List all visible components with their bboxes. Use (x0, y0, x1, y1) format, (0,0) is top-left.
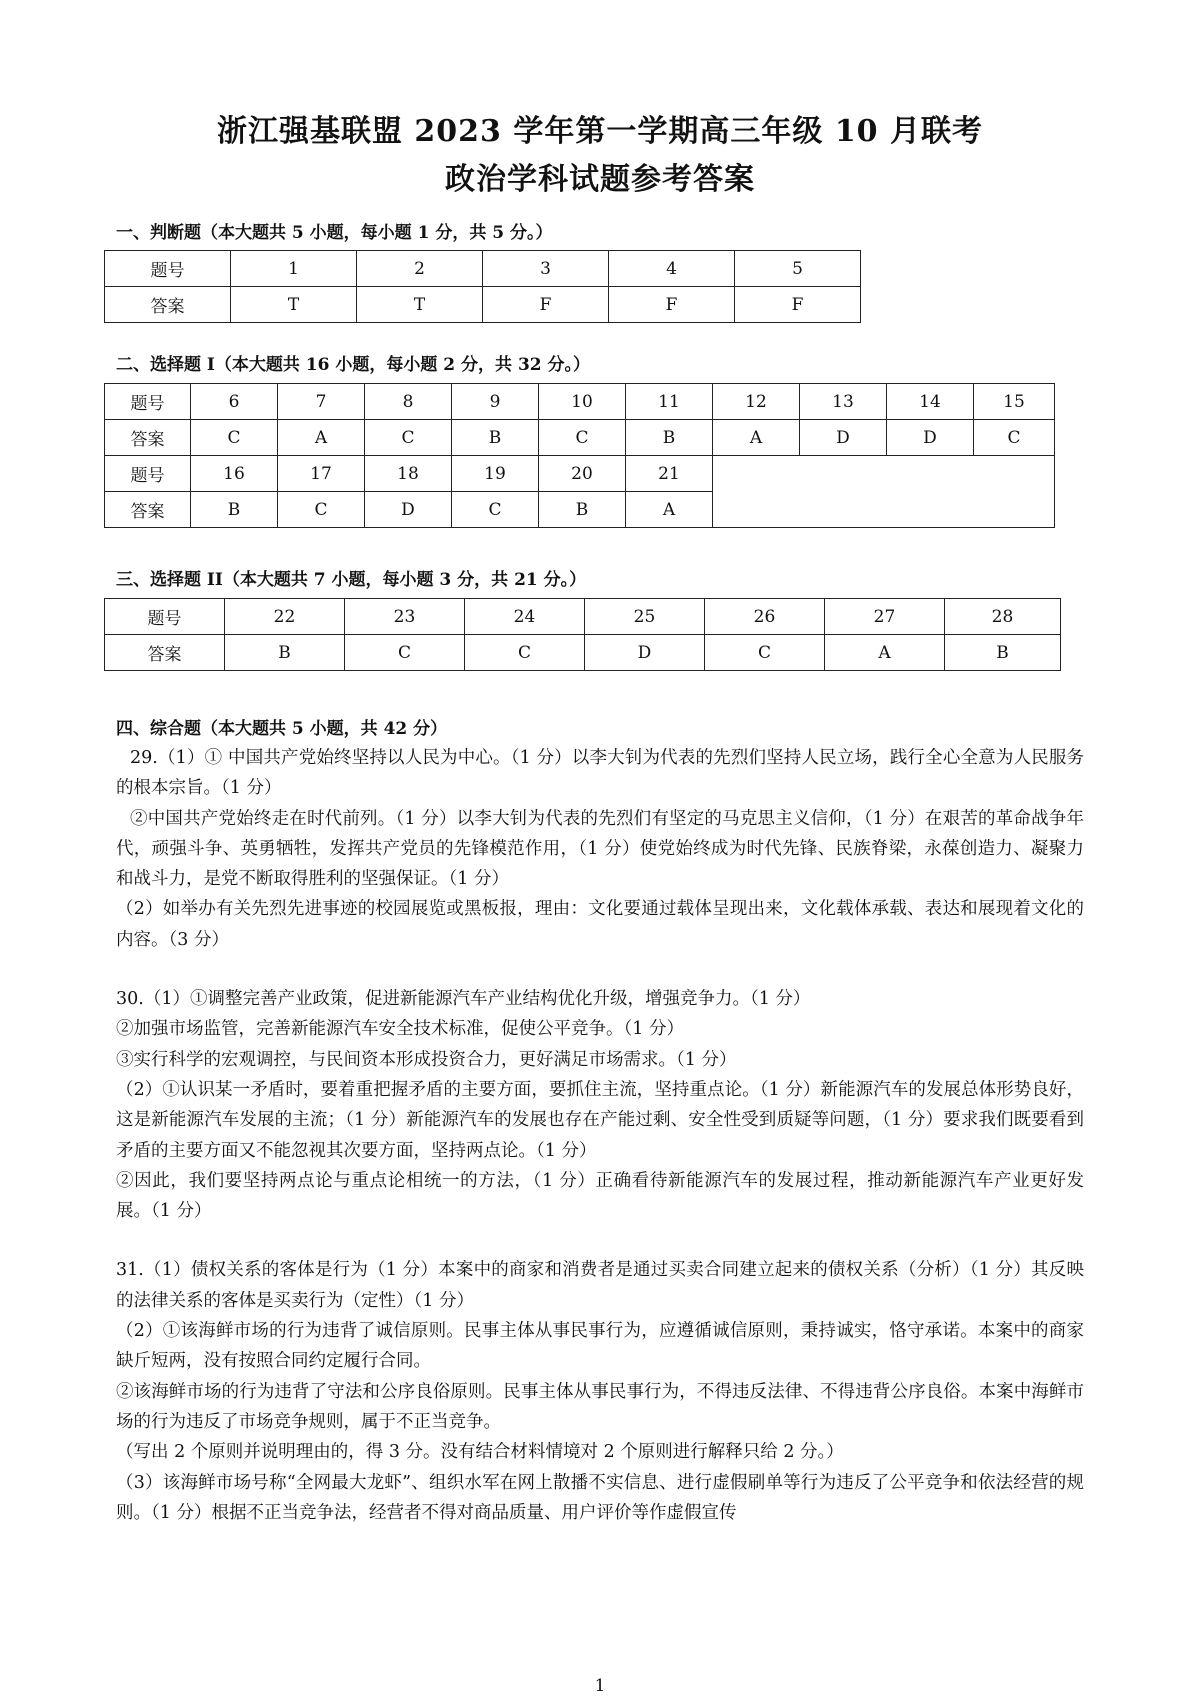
table-row (105, 287, 861, 323)
table-cell: 11 (626, 384, 713, 420)
answer-30-1b: ②加强市场监管，完善新能源汽车安全技术标准，促使公平竞争。（1 分） (116, 1019, 684, 1040)
row-header-cell: 题号 (105, 251, 231, 287)
table-cell: 1 (231, 251, 357, 287)
table-cell: 15 (974, 384, 1055, 420)
row-header-cell: 题号 (105, 599, 225, 635)
table-cell: B (539, 492, 626, 528)
table-cell: B (626, 420, 713, 456)
table-cell: C (705, 635, 825, 671)
table-cell: D (887, 420, 974, 456)
table-cell: A (626, 492, 713, 528)
table-cell: 3 (483, 251, 609, 287)
table-cell: B (945, 635, 1061, 671)
table-cell: 2 (357, 251, 483, 287)
table-cell: D (365, 492, 452, 528)
table-cell: 7 (278, 384, 365, 420)
table-cell: C (452, 492, 539, 528)
table-row (105, 384, 1055, 420)
table-cell: 4 (609, 251, 735, 287)
row-header-cell: 题号 (105, 384, 191, 420)
table-cell: 14 (887, 384, 974, 420)
table-cell: C (974, 420, 1055, 456)
section1-heading: 一、判断题（本大题共 5 小题，每小题 1 分，共 5 分。） (116, 223, 553, 243)
page-number: 1 (594, 1676, 606, 1696)
table-cell: 21 (626, 456, 713, 492)
comprehensive-answers (116, 743, 1084, 1528)
paragraph-gap (116, 1226, 1084, 1255)
row-header-cell: 答案 (105, 492, 191, 528)
table-cell: D (585, 635, 705, 671)
table-cell: C (191, 420, 278, 456)
row-header-cell: 答案 (105, 420, 191, 456)
section4-heading: 四、综合题（本大题共 5 小题，共 42 分） (116, 719, 448, 739)
answer-30-1: 30.（1）①调整完善产业政策，促进新能源汽车产业结构优化升级，增强竞争力。（1 分） (116, 989, 811, 1010)
table-cell: 16 (191, 456, 278, 492)
table-cell: 10 (539, 384, 626, 420)
row-header-cell: 答案 (105, 287, 231, 323)
table-cell: F (735, 287, 861, 323)
paragraph-gap (116, 955, 1084, 984)
table-cell: C (465, 635, 585, 671)
judgement-answer-table (104, 250, 861, 323)
table-cell: A (278, 420, 365, 456)
table-cell: F (483, 287, 609, 323)
choice1-answer-table (104, 383, 1055, 528)
table-cell: C (539, 420, 626, 456)
table-cell: 27 (825, 599, 945, 635)
table-cell: 12 (713, 384, 800, 420)
table-row (105, 635, 1061, 671)
answer-30-2b: ②因此，我们要坚持两点论与重点论相统一的方法，（1 分）正确看待新能源汽车的发展过程，推动新能源汽车产业更好发展。（1 分） (116, 1170, 1084, 1222)
answer-30-2: （2）①认识某一矛盾时，要着重把握矛盾的主要方面，要抓住主流，坚持重点论。（1 分）新能源汽车的发展总体形势良好，这是新能源汽车发展的主流；（1 分）新能源汽车的发展也存在产能过剩、安全性受到质疑等问题，（1 分）要求我们既要看到矛盾的主要方面又不能忽视其次要方面，坚持两点论。（1 分） (116, 1079, 1084, 1161)
section3-heading: 三、选择题 II（本大题共 7 小题，每小题 3 分，共 21 分。） (116, 570, 587, 590)
table-row (105, 599, 1061, 635)
table-cell: B (452, 420, 539, 456)
table-cell: C (365, 420, 452, 456)
table-cell: A (713, 420, 800, 456)
answer-30-1c: ③实行科学的宏观调控，与民间资本形成投资合力，更好满足市场需求。（1 分） (116, 1049, 737, 1070)
table-cell: 6 (191, 384, 278, 420)
table-cell: 24 (465, 599, 585, 635)
table-cell: 23 (345, 599, 465, 635)
answer-31-1: 31.（1）债权关系的客体是行为（1 分）本案中的商家和消费者是通过买卖合同建立起来的债权关系（分析）（1 分）其反映的法律关系的客体是买卖行为（定性）（1 分） (116, 1260, 1084, 1311)
table-cell: 26 (705, 599, 825, 635)
choice2-answer-table (104, 598, 1061, 671)
table-cell: 20 (539, 456, 626, 492)
answer-29-2: （2）如举办有关先烈先进事迹的校园展览或黑板报，理由：文化要通过载体呈现出来，文化载体承载、表达和展现着文化的内容。（3 分） (116, 899, 1084, 950)
answer-29-1: 29.（1）① 中国共产党始终坚持以人民为中心。（1 分）以李大钊为代表的先烈们坚持人民立场，践行全心全意为人民服务的根本宗旨。（1 分） (116, 748, 1084, 799)
table-cell: T (357, 287, 483, 323)
table-cell: 17 (278, 456, 365, 492)
answer-31-3: （3）该海鲜市场号称“全网最大龙虾”、组织水军在网上散播不实信息、进行虚假刷单等行为违反了公平竞争和依法经营的规则。（1 分）根据不正当竞争法，经营者不得对商品质量、用户评价等作虚假宣传 (116, 1472, 1084, 1523)
answer-31-2: （2）①该海鲜市场的行为违背了诚信原则。民事主体从事民事行为，应遵循诚信原则，秉持诚实，恪守承诺。本案中的商家缺斤短两，没有按照合同约定履行合同。 (116, 1321, 1084, 1372)
page-subtitle: 政治学科试题参考答案 (445, 162, 755, 197)
row-header-cell: 答案 (105, 635, 225, 671)
answer-29-1b: ②中国共产党始终走在时代前列。（1 分）以李大钊为代表的先烈们有坚定的马克思主义信仰，（1 分）在艰苦的革命战争年代，顽强斗争、英勇牺牲，发挥共产党员的先锋模范作用，（1 分）使党始终成为时代先锋、民族脊梁，永葆创造力、凝聚力和战斗力，是党不断取得胜利的坚强保证。（1 分） (116, 808, 1084, 890)
answer-31-note: （写出 2 个原则并说明理由的，得 3 分。没有结合材料情境对 2 个原则进行解释只给 2 分。） (116, 1442, 844, 1463)
table-cell: 28 (945, 599, 1061, 635)
table-body (105, 251, 861, 323)
table-row (105, 456, 1055, 492)
table-cell: T (231, 287, 357, 323)
table-cell: 25 (585, 599, 705, 635)
table-cell: A (825, 635, 945, 671)
table-cell: C (278, 492, 365, 528)
table-cell: 19 (452, 456, 539, 492)
table-cell: B (191, 492, 278, 528)
table-cell: 9 (452, 384, 539, 420)
table-row (105, 251, 861, 287)
table-cell: F (609, 287, 735, 323)
table-cell: 22 (225, 599, 345, 635)
table-cell: 18 (365, 456, 452, 492)
table-cell: 13 (800, 384, 887, 420)
row-header-cell: 题号 (105, 456, 191, 492)
answer-31-2b: ②该海鲜市场的行为违背了守法和公序良俗原则。民事主体从事民事行为，不得违反法律、不得违背公序良俗。本案中海鲜市场的行为违反了市场竞争规则，属于不正当竞争。 (116, 1381, 1084, 1432)
table-cell: B (225, 635, 345, 671)
table-cell: 5 (735, 251, 861, 287)
table-cell: 8 (365, 384, 452, 420)
table-row (105, 420, 1055, 456)
table-cell: D (800, 420, 887, 456)
table-body (105, 384, 1055, 528)
table-body (105, 599, 1061, 671)
page-title: 浙江强基联盟 2023 学年第一学期高三年级 10 月联考 (216, 114, 984, 149)
empty-cell (713, 456, 1055, 528)
section2-heading: 二、选择题 I（本大题共 16 小题，每小题 2 分，共 32 分。） (116, 355, 591, 375)
table-cell: C (345, 635, 465, 671)
